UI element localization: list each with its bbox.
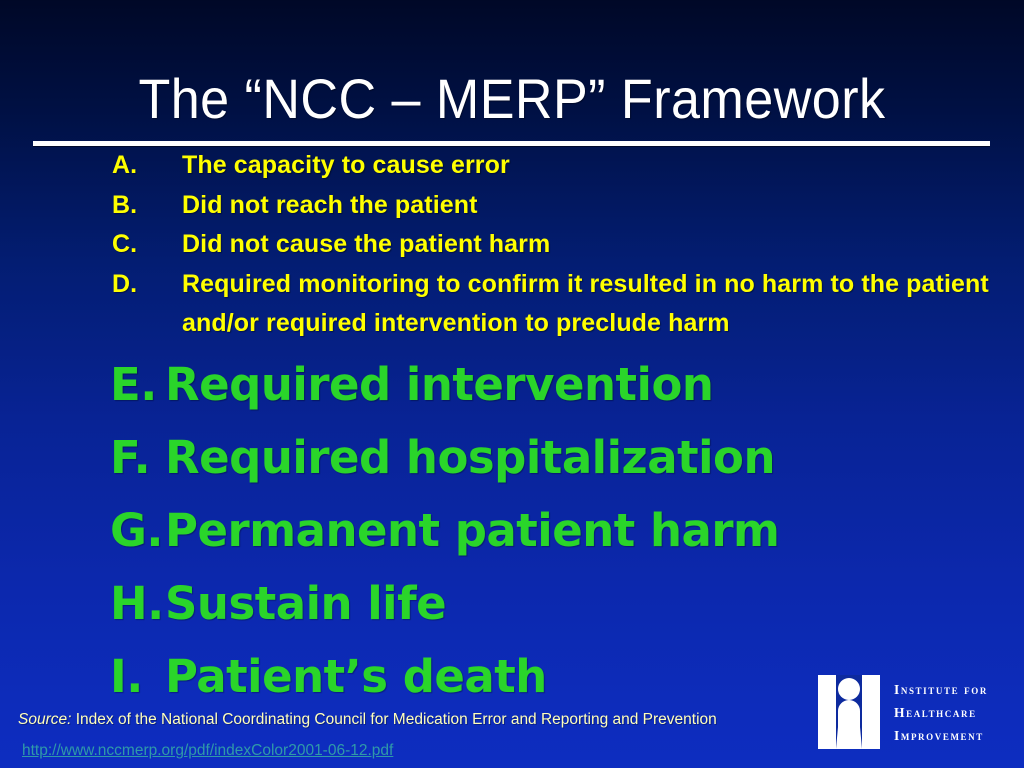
list-item-label: Sustain life xyxy=(165,577,447,630)
list-item xyxy=(112,146,1012,186)
source-url-link[interactable]: http://www.nccmerp.org/pdf/indexColor2001-06-12.pdf xyxy=(22,742,394,759)
list-item-label: Required intervention xyxy=(165,358,714,411)
source-label: Source: xyxy=(18,711,72,728)
list-item-marker: G. xyxy=(110,504,164,557)
list-item-label: Did not reach the patient xyxy=(182,190,478,219)
list-item-marker: A. xyxy=(112,151,138,179)
list-item xyxy=(112,225,1012,265)
list-item-label: Required hospitalization xyxy=(165,431,775,484)
list-item xyxy=(110,348,1010,421)
ihi-wordmark-line-3: Improvement xyxy=(894,727,984,743)
source-text: Index of the National Coordinating Council for Medication Error and Reporting and Prevention xyxy=(71,711,717,728)
list-item xyxy=(110,421,1010,494)
list-item xyxy=(112,186,1012,226)
list-item-marker: B. xyxy=(112,190,138,219)
ihi-figure-mark-icon xyxy=(818,675,880,749)
list-item-marker: H. xyxy=(110,577,164,630)
ihi-wordmark-line-1: Institute for xyxy=(894,681,988,697)
ihi-wordmark xyxy=(894,678,988,747)
page-title: The “NCC – MERP” Framework xyxy=(138,66,886,130)
ihi-wordmark-line-2: Healthcare xyxy=(894,704,977,720)
list-item-marker: E. xyxy=(110,358,157,411)
green-category-list xyxy=(110,348,1010,713)
list-item-marker: F. xyxy=(110,431,151,484)
list-item xyxy=(110,567,1010,640)
list-item-label: Permanent patient harm xyxy=(165,504,780,557)
list-item-label: Patient’s death xyxy=(165,650,547,703)
ihi-logo xyxy=(818,671,1018,753)
list-item-label: The capacity to cause error xyxy=(182,151,510,179)
yellow-category-list xyxy=(112,146,1012,344)
list-item-marker: D. xyxy=(112,269,138,298)
list-item xyxy=(110,494,1010,567)
list-item-label: Did not cause the patient harm xyxy=(182,230,551,258)
list-item-label: Required monitoring to confirm it resulted in no harm to the patient and/or required intervention to preclude harm xyxy=(182,269,989,337)
source-citation xyxy=(18,711,717,729)
list-item-marker: I. xyxy=(110,650,143,703)
list-item-marker: C. xyxy=(112,230,138,258)
list-item xyxy=(112,265,1012,344)
